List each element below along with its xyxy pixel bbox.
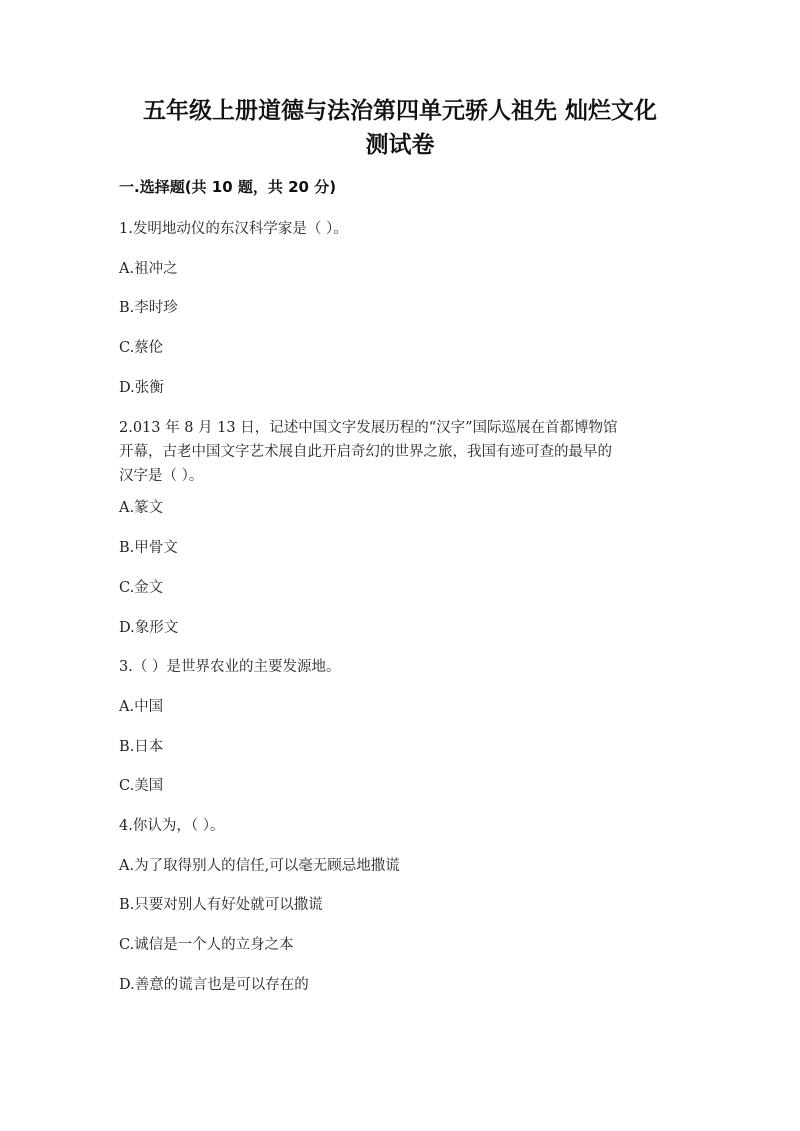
- page-title-line-1: 五年级上册道德与法治第四单元骄人祖先 灿烂文化: [142, 98, 657, 124]
- question-1-option-d: D.张衡: [119, 380, 164, 396]
- question-1-stem: 1.发明地动仪的东汉科学家是（ ）。: [119, 221, 348, 237]
- question-3-option-a: A.中国: [119, 699, 164, 715]
- question-2-stem-line-3: 汉字是（ ）。: [119, 468, 204, 484]
- question-1-option-a: A.祖冲之: [119, 261, 178, 277]
- question-4-option-b: B.只要对别人有好处就可以撒谎: [119, 897, 323, 913]
- section-heading: 一.选择题(共 10 题，共 20 分): [119, 178, 337, 196]
- question-2-option-a: A.篆文: [119, 500, 164, 516]
- question-1-option-b: B.李时珍: [119, 300, 178, 316]
- question-2-stem-line-1: 2.013 年 8 月 13 日，记述中国文字发展历程的“汉字”国际巡展在首都博物馆: [119, 420, 618, 436]
- question-1-option-c: C.蔡伦: [119, 340, 164, 356]
- question-4-option-c: C.诚信是一个人的立身之本: [119, 937, 294, 953]
- question-3-stem: 3.（ ）是世界农业的主要发源地。: [119, 659, 341, 675]
- page-title-line-2: 测试卷: [365, 132, 435, 158]
- question-4-option-d: D.善意的谎言也是可以存在的: [119, 977, 309, 993]
- question-2-stem-line-2: 开幕，古老中国文字艺术展自此开启奇幻的世界之旅，我国有迹可查的最早的: [119, 444, 612, 460]
- question-3-option-b: B.日本: [119, 739, 164, 755]
- question-4-stem: 4.你认为，（ ）。: [119, 818, 225, 834]
- question-3-option-c: C.美国: [119, 778, 164, 794]
- question-2-option-d: D.象形文: [119, 620, 179, 636]
- question-2-option-c: C.金文: [119, 580, 164, 596]
- question-4-option-a: A.为了取得别人的信任,可以毫无顾忌地撒谎: [119, 858, 400, 874]
- question-2-option-b: B.甲骨文: [119, 540, 178, 556]
